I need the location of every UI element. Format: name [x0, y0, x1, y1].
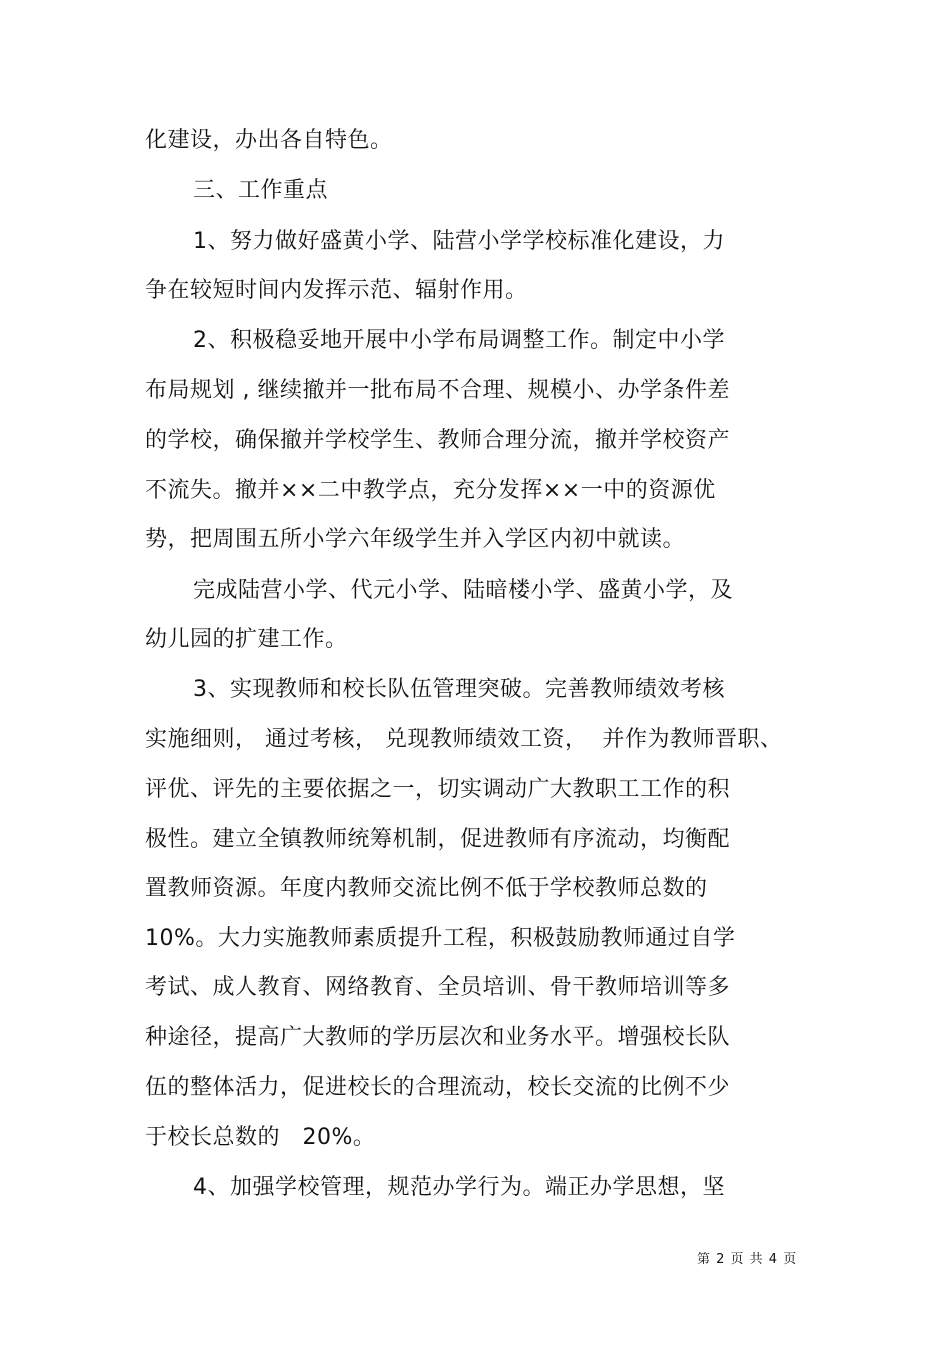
body-line: 势，把周围五所小学六年级学生并入学区内初中就读。	[145, 527, 686, 552]
body-line: 种途径，提高广大教师的学历层次和业务水平。增强校长队	[145, 1025, 731, 1050]
page-number: 第 2 页 共 4 页	[697, 1252, 798, 1267]
body-line: 幼儿园的扩建工作。	[145, 627, 348, 652]
body-line: 1、努力做好盛黄小学、陆营小学学校标准化建设，力	[193, 229, 725, 254]
body-line: 于校长总数的 20%。	[145, 1125, 376, 1150]
body-line: 评优、评先的主要依据之一，切实调动广大教职工工作的积	[145, 777, 731, 802]
body-line: 化建设，办出各自特色。	[145, 128, 393, 153]
body-line: 争在较短时间内发挥示范、辐射作用。	[145, 278, 528, 303]
body-line: 不流失。撤并××二中教学点，充分发挥××一中的资源优	[145, 478, 716, 503]
body-line: 考试、成人教育、网络教育、全员培训、骨干教师培训等多	[145, 975, 731, 1000]
body-line: 10%。大力实施教师素质提升工程，积极鼓励教师通过自学	[145, 926, 736, 951]
body-line: 的学校，确保撤并学校学生、教师合理分流，撤并学校资产	[145, 428, 731, 453]
body-line: 伍的整体活力，促进校长的合理流动，校长交流的比例不少	[145, 1075, 731, 1100]
section-heading: 三、工作重点	[193, 178, 329, 203]
body-line: 置教师资源。年度内教师交流比例不低于学校教师总数的	[145, 876, 708, 901]
body-line: 实施细则， 通过考核， 兑现教师绩效工资， 并作为教师晋职、	[145, 727, 783, 752]
body-line: 完成陆营小学、代元小学、陆暗楼小学、盛黄小学，及	[193, 578, 734, 603]
body-line: 4、加强学校管理，规范办学行为。端正办学思想，坚	[193, 1175, 725, 1200]
body-line: 2、积极稳妥地开展中小学布局调整工作。制定中小学	[193, 328, 725, 353]
body-line: 极性。建立全镇教师统筹机制，促进教师有序流动，均衡配	[145, 827, 731, 852]
body-line: 3、实现教师和校长队伍管理突破。完善教师绩效考核	[193, 677, 725, 702]
body-line: 布局规划 , 继续撤并一批布局不合理、规模小、办学条件差	[145, 378, 730, 403]
